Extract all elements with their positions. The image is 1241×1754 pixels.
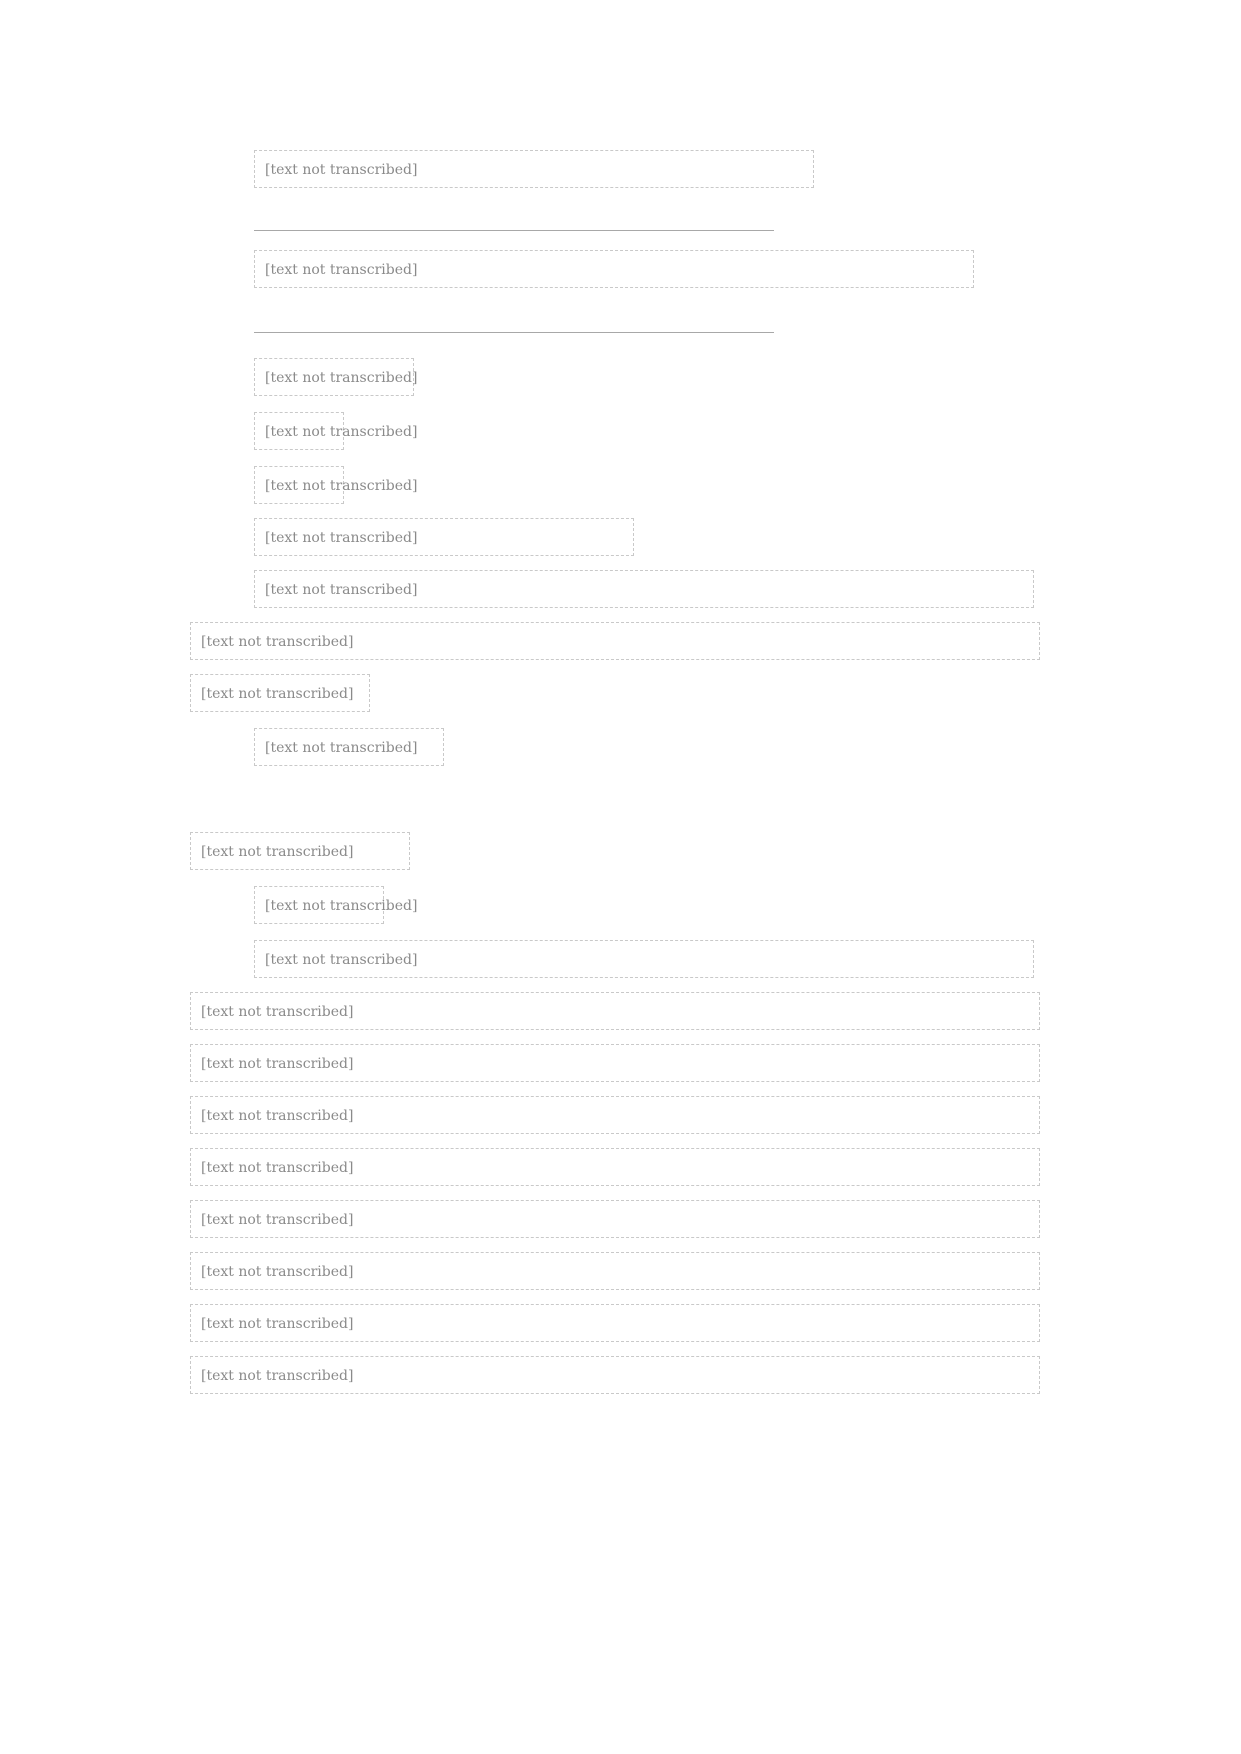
answer-blank-line-1 — [254, 230, 774, 231]
answer-heading: [text not transcribed] — [254, 358, 414, 396]
document-page — [190, 150, 1050, 1650]
question-1: [text not transcribed] — [254, 150, 814, 188]
body-paragraph-line-5: [text not transcribed] — [190, 1148, 1040, 1186]
answer-label: [text not transcribed] — [254, 412, 344, 450]
answer-point-2-line-3: [text not transcribed] — [190, 674, 370, 712]
body-paragraph-line-8: [text not transcribed] — [190, 1304, 1040, 1342]
body-paragraph-line-1: [text not transcribed] — [254, 940, 1034, 978]
body-paragraph-line-3: [text not transcribed] — [190, 1044, 1040, 1082]
answer-point-2-line-1: [text not transcribed] — [254, 570, 1034, 608]
answer-point-1: [text not transcribed] — [254, 518, 634, 556]
body-paragraph-line-7: [text not transcribed] — [190, 1252, 1040, 1290]
body-paragraph-line-4: [text not transcribed] — [190, 1096, 1040, 1134]
answer-blank-line-2 — [254, 332, 774, 333]
body-paragraph-line-6: [text not transcribed] — [190, 1200, 1040, 1238]
story-title: [text not transcribed] — [254, 728, 444, 766]
section-subtitle: [text not transcribed] — [254, 886, 384, 924]
body-paragraph-line-9: [text not transcribed] — [190, 1356, 1040, 1394]
answer-point-2-line-2: [text not transcribed] — [190, 622, 1040, 660]
analysis-label: [text not transcribed] — [254, 466, 344, 504]
body-paragraph-line-2: [text not transcribed] — [190, 992, 1040, 1030]
section-heading: [text not transcribed] — [190, 832, 410, 870]
question-2: [text not transcribed] — [254, 250, 974, 288]
